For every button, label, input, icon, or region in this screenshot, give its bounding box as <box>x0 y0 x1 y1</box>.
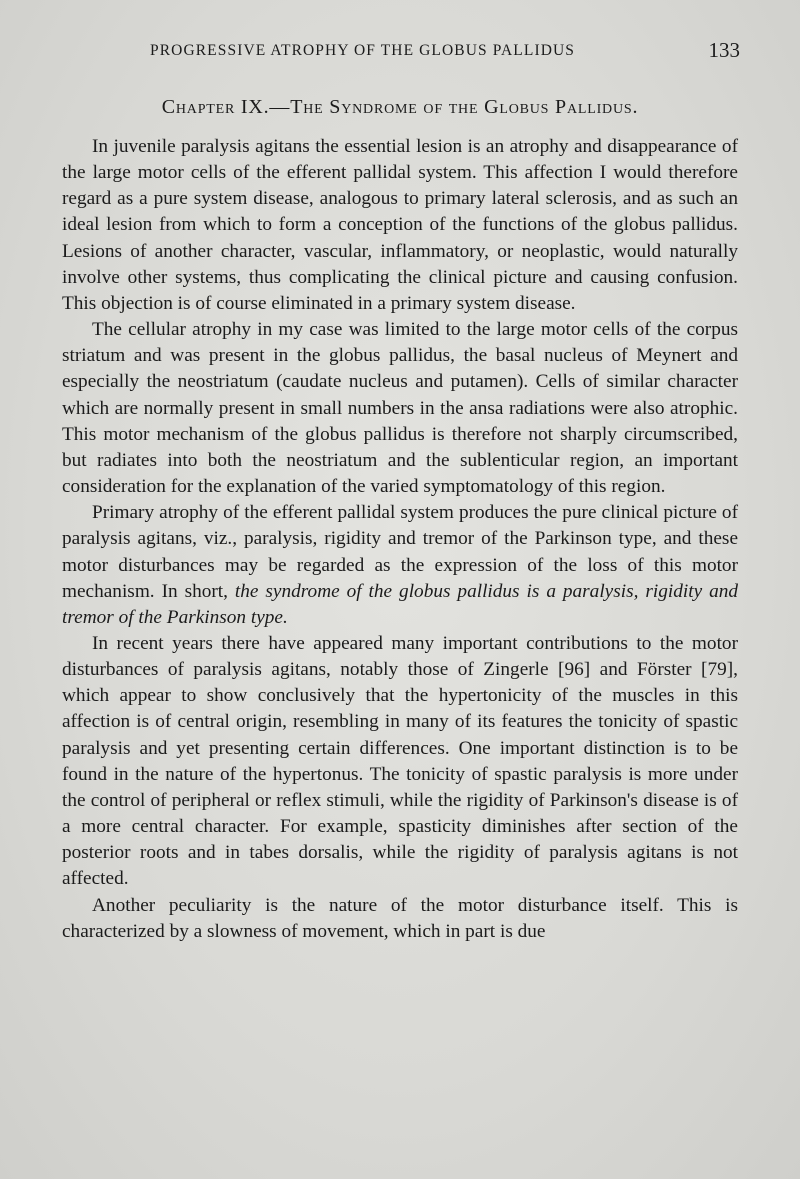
running-head <box>60 38 740 66</box>
paragraph-2 <box>62 317 738 500</box>
paragraph-1 <box>62 134 738 317</box>
body-text <box>62 134 738 945</box>
chapter-heading: Chapter IX.—The Syndrome of the Globus Pallidus. <box>161 96 639 118</box>
paragraph-text: The cellular atrophy in my case was limited to the large motor cells of the corpus striatum and was present in the globus pallidus, the basal nucleus of Meynert and especially the neostriatum (caudate nucleus and putamen). Cells of similar character which are normally present in small numbers in the ansa radiations were also atrophic. This motor mechanism of the globus pallidus is therefore not sharply circumscribed, but radiates into both the neostriatum and the sublenticular region, an important consideration for the explanation of the varied symptomatology of this region. <box>62 319 738 498</box>
paragraph-text: Primary atrophy of the efferent pallidal system produces the pure clinical picture of paralysis agitans, viz., paralysis, rigidity and tremor of the Parkinson type, and these motor disturbances may be regarded as the expression of the loss of this motor mechanism. In short, <box>62 502 738 602</box>
emphasized-syndrome-definition: the syndrome of the globus pallidus is a paralysis, rigidity and tremor of the Parkinson type. <box>62 580 739 628</box>
paragraph-text: In recent years there have appeared many important contributions to the motor disturbances of paralysis agitans, notably those of Zingerle [96] and Förster [79], which appear to show conclusively that the hypertonicity of the muscles in this affection is of central origin, resembling in many of its features the tonicity of spastic paralysis and yet presenting certain differences. One important distinction is to be found in the nature of the hypertonus. The tonicity of spastic paralysis is more under the control of peripheral or reflex stimuli, while the rigidity of Parkinson's disease is of a more central character. For example, spasticity diminishes after section of the posterior roots and in tabes dorsalis, while the rigidity of paralysis agitans is not affected. <box>62 632 738 890</box>
paragraph-3 <box>62 500 738 631</box>
paragraph-5 <box>62 893 738 945</box>
page-number: 133 <box>708 38 740 62</box>
paragraph-text: In juvenile paralysis agitans the essential lesion is an atrophy and disappearance of the large motor cells of the efferent pallidal system. This affection I would therefore regard as a pure system disease, analogous to primary lateral sclerosis, and as such an ideal lesion from which to form a conception of the functions of the globus pallidus. Lesions of another character, vascular, inflammatory, or neoplastic, would naturally involve other systems, thus complicating the clinical picture and causing confusion. This objection is of course eliminated in a primary system disease. <box>62 136 738 314</box>
paragraph-4 <box>62 631 738 893</box>
running-title: PROGRESSIVE ATROPHY OF THE GLOBUS PALLIDUS <box>150 42 576 59</box>
paragraph-text: Another peculiarity is the nature of the motor disturbance itself. This is characterized by a slowness of movement, which in part is due <box>62 894 738 942</box>
